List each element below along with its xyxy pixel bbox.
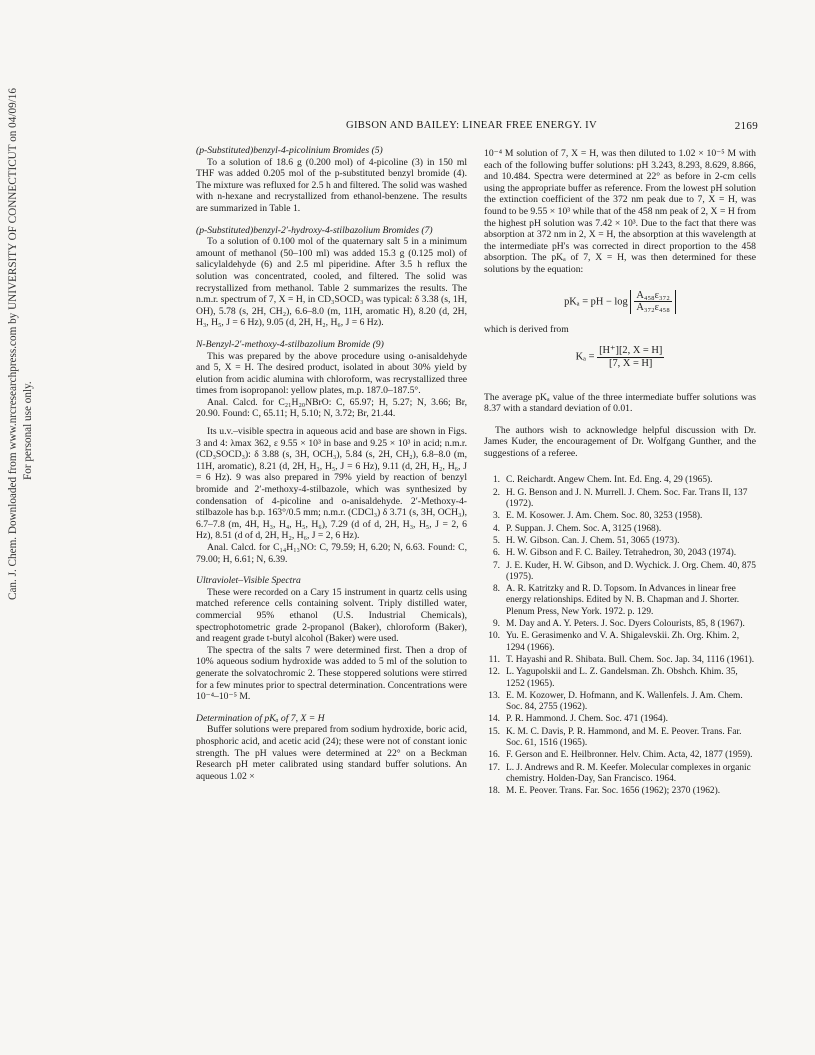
reference-text: F. Gerson and E. Heilbronner. Helv. Chim. Acta, 42, 1877 (1959). bbox=[506, 750, 753, 761]
reference-item bbox=[484, 619, 756, 630]
equation-ka-denominator: [7, X = H] bbox=[609, 357, 653, 369]
reference-item bbox=[484, 631, 756, 654]
reference-number: 15. bbox=[488, 726, 500, 737]
reference-item bbox=[484, 475, 756, 486]
reference-number: 12. bbox=[488, 667, 500, 678]
running-header bbox=[196, 120, 758, 136]
reference-item bbox=[484, 524, 756, 535]
section-picolinium-body: To a solution of 18.6 g (0.200 mol) of 4-picoline (3) in 150 ml THF was added 0.205 mol of the p-substituted benzyl bromide (4). The mixture was refluxed for 2.5 h and filtered. The solid was washed with n-hexane and recrystallized from ethanol-benzene. The results are summarized in Table 1. bbox=[196, 156, 467, 214]
reference-item bbox=[484, 488, 756, 511]
equation-pka-fraction bbox=[634, 290, 672, 314]
reference-number: 10. bbox=[488, 631, 500, 642]
reference-text: Yu. E. Gerasimenko and V. A. Shigalevskii. Zh. Org. Khim. 2, 1294 (1966). bbox=[506, 631, 740, 653]
section-uv-procedure: The spectra of the salts 7 were determined first. Then a drop of 10% aqueous sodium hydroxide was added to 5 ml of the solution to generate the solvatochromic 2. These stoppered solutions were stirred for a few minutes prior to spectral determination. Concentrations were 10⁻⁴–10⁻⁵ M. bbox=[196, 644, 468, 703]
watermark-line-source: Can. J. Chem. Downloaded from www.nrcresearchpress.com by UNIVERSITY OF CONNECTICUT on 04/09/16 bbox=[7, 88, 19, 600]
left-column bbox=[196, 145, 467, 782]
right-column bbox=[484, 148, 756, 798]
reference-item bbox=[484, 691, 756, 714]
section-picolinium-heading: (p-Substituted)benzyl-4-picolinium Bromides (5) bbox=[196, 145, 383, 156]
reference-item bbox=[484, 655, 756, 666]
page-number: 2169 bbox=[734, 120, 758, 132]
reference-text: L. J. Andrews and R. M. Keefer. Molecular complexes in organic chemistry. Holden-Day, San Francisco. 1964. bbox=[506, 762, 751, 784]
reference-number: 2. bbox=[492, 487, 500, 498]
reference-item bbox=[484, 667, 756, 690]
reference-item bbox=[484, 561, 756, 584]
reference-item bbox=[484, 763, 756, 786]
reference-number: 4. bbox=[492, 523, 500, 534]
reference-text: P. Suppan. J. Chem. Soc. A, 3125 (1968). bbox=[506, 523, 662, 534]
section-uv-body: These were recorded on a Cary 15 instrument in quartz cells using matched reference cells containing solvent. Triply distilled water, commercial 95% ethanol (U.S. Industrial Chemicals), spectrophotometric grade 2-propanol (Baker), chloroform (Baker), and reagent grade t-butyl alcohol (Baker) were used. bbox=[196, 586, 467, 645]
reference-list bbox=[484, 475, 756, 797]
reference-text: J. E. Kuder, H. W. Gibson, and D. Wychick. J. Org. Chem. 40, 875 (1975). bbox=[506, 560, 756, 582]
reference-item bbox=[484, 584, 756, 618]
reference-number: 3. bbox=[492, 511, 500, 522]
acknowledgement: The authors wish to acknowledge helpful discussion with Dr. James Kuder, the encouragement of Dr. Wolfgang Gunther, and the suggestions of a referee. bbox=[484, 424, 756, 459]
reference-number: 7. bbox=[492, 560, 500, 571]
section-methoxy-spectra: Its u.v.–visible spectra in aqueous acid and base are shown in Figs. 3 and 4: λmax 362, ε 9.55 × 10³ in base and 9.25 × 10³ in acid; n.m.r. (CD₃SOCD₃): δ 3.88 (s, 3H, OCH₃), 5.84 (s, 2H, CH₂), 6.8–8.0 (m, 11H, aromatic), 8.21 (d, 2H, H₃, H₅, J = 6 Hz), 9.11 (d, 2H, H₂, H₆, J = 6 Hz). 9 was also prepared in 79% yield by reaction of benzyl bromide and 2′-methoxy-4-stilbazole, which was synthesized by condensation of 4-picoline and o-anisaldehyde. 2′-Methoxy-4-stilbazole has b.p. 163°/0.5 mm; n.m.r. (CDCl₃) δ 3.71 (s, 3H, OCH₃), 6.7–7.8 (m, 4H, H₃, H₄, H₅, H₆), 7.29 (d of d, 2H, H₃, H₅, J = 2, 6 Hz), 8.51 (d of d, 2H, H₂, H₆, J = 2, 6 Hz). bbox=[196, 426, 467, 542]
reference-number: 17. bbox=[488, 762, 500, 773]
reference-number: 16. bbox=[488, 750, 500, 761]
reference-item bbox=[484, 548, 756, 559]
running-title: GIBSON AND BAILEY: LINEAR FREE ENERGY. IV bbox=[346, 120, 597, 131]
reference-text: C. Reichardt. Angew Chem. Int. Ed. Eng. 4, 29 (1965). bbox=[506, 475, 713, 486]
section-methoxy-body: This was prepared by the above procedure using o-anisaldehyde and 5, X = H. The desired product, isolated in about 30% yield by elution from acidic alumina with chloroform, was recrystallized three times from isopropanol: yellow plates, m.p. 187.0–187.5°. bbox=[196, 350, 467, 397]
equation-ka-numerator: [H⁺][2, X = H] bbox=[599, 345, 663, 357]
download-watermark bbox=[4, 88, 38, 600]
reference-text: E. M. Kozower, D. Hofmann, and K. Wallenfels. J. Am. Chem. Soc. 84, 2755 (1962). bbox=[506, 690, 743, 713]
section-methoxy-heading: N-Benzyl-2′-methoxy-4-stilbazolium Bromide (9) bbox=[196, 338, 384, 350]
reference-number: 9. bbox=[492, 619, 500, 630]
reference-item bbox=[484, 727, 756, 750]
reference-item bbox=[484, 511, 756, 522]
pka-continued-text: 10⁻⁴ M solution of 7, X = H, was then diluted to 1.02 × 10⁻⁵ M with each of the following buffer solutions: pH 3.243, 8.293, 8.629, 8.866, and 10.484. Spectra were determined at 22° as before in 2-cm cells using the appropriate buffer as reference. From the lowest pH solution the extinction coefficient of the 372 nm peak due to 7, X = H, was found to be 9.55 × 10³ while that of the 458 nm peak of 2, X = H from the highest pH solution was 7.42 × 10³. Due to the fact that there was absorption at 372 nm in 2, X = H, the absorption at this wavelength at the intermediate pH's was corrected in direct proportion to the 458 absorption. The pKₐ of 7, X = H, was then determined for these solutions by the equation: bbox=[484, 148, 756, 275]
reference-number: 1. bbox=[492, 475, 500, 486]
section-stilbazolium-body: To a solution of 0.100 mol of the quaternary salt 5 in a minimum amount of methanol (50–100 ml) was added 15.3 g (0.125 mol) of salicylaldehyde (6) and 2.5 ml piperidine. After 3.5 h reflux the solution was concentrated, cooled, and filtered. The solid was recrystallized from methanol. Table 2 summarizes the results. The n.m.r. spectrum of 7, X = H, in CD₃SOCD₃ was typical: δ 3.38 (s, 1H, OH), 5.78 (s, 2H, CH₂), 6.6–8.0 (m, 11H, aromatic H), 8.20 (d, 2H, H₃, H₅, J = 6 Hz), 9.05 (d, 2H, H₂, H₆, J = 6 Hz). bbox=[196, 236, 467, 329]
section-uv-heading: Ultraviolet–Visible Spectra bbox=[196, 575, 301, 587]
reference-item bbox=[484, 750, 756, 761]
reference-text: L. Yagupolskii and L. Z. Gandelsman. Zh. Obshch. Khim. 35, 1252 (1965). bbox=[506, 667, 738, 689]
section-pka-heading: Determination of pKₐ of 7, X = H bbox=[196, 712, 325, 724]
reference-text: M. Day and A. Y. Peters. J. Soc. Dyers Colourists, 85, 8 (1967). bbox=[506, 619, 745, 630]
reference-number: 14. bbox=[488, 714, 500, 725]
reference-number: 5. bbox=[492, 535, 500, 546]
reference-number: 11. bbox=[488, 654, 500, 665]
reference-text: M. E. Peover. Trans. Far. Soc. 1656 (1962); 2370 (1962). bbox=[506, 786, 721, 797]
equation-pka-denominator: A₃₇₂ε₄₅₈ bbox=[636, 302, 670, 314]
section-stilbazolium-heading: (p-Substituted)benzyl-2′-hydroxy-4-stilbazolium Bromides (7) bbox=[196, 224, 433, 236]
equation-derivation-text: which is derived from bbox=[484, 323, 569, 335]
reference-text: P. R. Hammond. J. Chem. Soc. 471 (1964). bbox=[506, 714, 668, 725]
equation-pka-numerator: A₄₅₈ε₃₇₂ bbox=[636, 289, 670, 301]
pka-average-text: The average pKₐ value of the three intermediate buffer solutions was 8.37 with a standard deviation of 0.01. bbox=[484, 391, 756, 415]
reference-number: 6. bbox=[492, 548, 500, 559]
reference-text: H. W. Gibson. Can. J. Chem. 51, 3065 (1973). bbox=[506, 535, 680, 546]
section-methoxy-analysis-2: Anal. Calcd. for C₁₄H₁₃NO: C, 79.59; H, 6.20; N, 6.63. Found: C, 79.00; H, 6.61; N, 6.39. bbox=[196, 542, 467, 565]
equation-pka-bracket bbox=[630, 290, 676, 314]
reference-item bbox=[484, 536, 756, 547]
equation-pka-lhs: pKₐ = pH − log bbox=[564, 296, 628, 308]
reference-text: H. G. Benson and J. N. Murrell. J. Chem. Soc. Far. Trans II, 137 (1972). bbox=[506, 487, 748, 510]
equation-pka bbox=[484, 290, 756, 314]
reference-number: 18. bbox=[488, 786, 500, 797]
reference-text: H. W. Gibson and F. C. Bailey. Tetrahedron, 30, 2043 (1974). bbox=[506, 548, 737, 559]
equation-ka bbox=[484, 345, 756, 369]
reference-text: K. M. C. Davis, P. R. Hammond, and M. E. Peover. Trans. Far. Soc. 61, 1516 (1965). bbox=[506, 726, 742, 748]
reference-text: A. R. Katritzky and R. D. Topsom. In Advances in linear free energy relationships. Edited by N. B. Chapman and J. Shorter. Plenum Press, New York. 1972. p. 129. bbox=[506, 584, 740, 617]
reference-text: E. M. Kosower. J. Am. Chem. Soc. 80, 3253 (1958). bbox=[506, 511, 703, 522]
section-methoxy-analysis: Anal. Calcd. for C₂₁H₂₀NBrO: C, 65.97; H, 5.27; N, 3.66; Br, 20.90. Found: C, 65.11; H, 5.10; N, 3.72; Br, 21.44. bbox=[196, 396, 467, 420]
equation-ka-lhs: Kₐ = bbox=[575, 351, 595, 363]
reference-number: 13. bbox=[488, 690, 500, 701]
reference-item bbox=[484, 714, 756, 725]
equation-ka-fraction bbox=[597, 345, 664, 369]
reference-text: T. Hayashi and R. Shibata. Bull. Chem. Soc. Jap. 34, 1116 (1961). bbox=[506, 654, 755, 665]
reference-item bbox=[484, 786, 756, 797]
reference-number: 8. bbox=[492, 584, 500, 595]
section-pka-body: Buffer solutions were prepared from sodium hydroxide, boric acid, phosphoric acid, and acetic acid (24); these were not of constant ionic strength. The pH values were determined at 22° on a Beckman Research pH meter calibrated using standard buffer solutions. An aqueous 1.02 × bbox=[196, 724, 467, 782]
watermark-line-use: For personal use only. bbox=[22, 381, 34, 480]
